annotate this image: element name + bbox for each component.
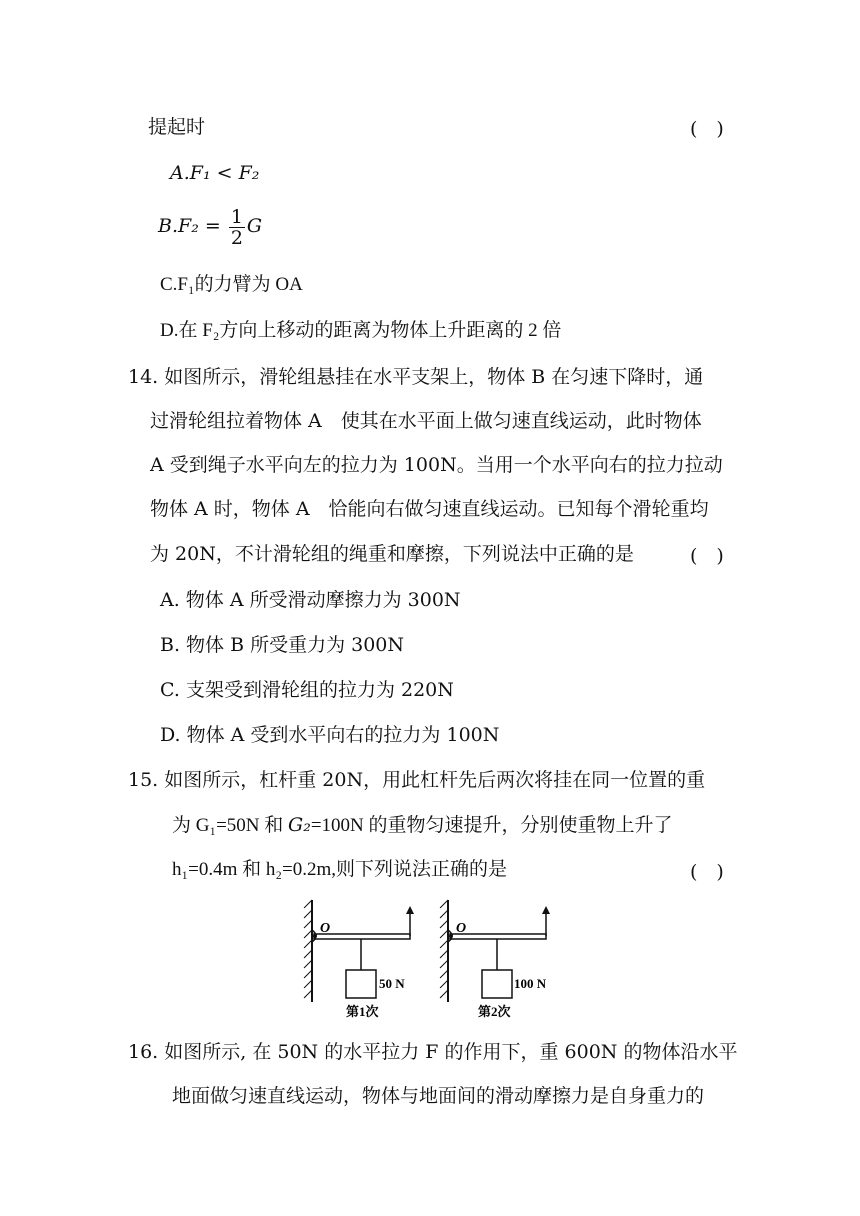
q13-option-a <box>170 160 259 186</box>
q16-line-1: 16. 如图所示, 在 50N 的水平拉力 F 的作用下，重 600N 的物体沿水平 <box>128 1041 738 1063</box>
fraction-denominator: 2 <box>230 226 243 249</box>
q13-option-b <box>158 206 262 248</box>
q14-option-c: C. 支架受到滑轮组的拉力为 220N <box>160 679 454 701</box>
pivot-label-2: O <box>456 921 467 936</box>
q15-line-3: h₁=0.4m 和 h₂=0.2m,则下列说法正确的是 <box>172 859 507 880</box>
q14-line-2: 过滑轮组拉着物体 A 使其在水平面上做匀速直线运动，此时物体 <box>150 410 702 432</box>
q13-option-a-label: A. <box>170 162 190 184</box>
q13-tail: 提起时 <box>148 116 206 138</box>
q15-line-2a: 为 G₁=50N 和 <box>172 815 284 836</box>
weight-label-1: 50 N <box>379 976 405 991</box>
q14-answer-paren: ( ) <box>690 545 724 567</box>
q16-line-2: 地面做匀速直线运动，物体与地面间的滑动摩擦力是自身重力的 <box>172 1085 705 1107</box>
q14-option-d: D. 物体 A 受到水平向右的拉力为 100N <box>160 724 500 746</box>
q13-option-b-label: B. <box>158 215 179 237</box>
q15-answer-paren: ( ) <box>690 861 724 883</box>
caption-2: 第2次 <box>478 1004 511 1019</box>
q14-option-a: A. 物体 A 所受滑动摩擦力为 300N <box>160 589 461 611</box>
q14-line-3: A 受到绳子水平向左的拉力为 100N。当用一个水平向右的拉力拉动 <box>150 454 723 476</box>
q14-line-4: 物体 A 时，物体 A 恰能向右做匀速直线运动。已知每个滑轮重均 <box>150 498 709 520</box>
q15-line-2c: =100N 的重物匀速提升，分别使重物上升了 <box>310 815 673 836</box>
q15-g2: G₂ <box>288 814 311 836</box>
q13-option-d: D.在 F₂方向上移动的距离为物体上升距离的 2 倍 <box>160 320 562 341</box>
q14-option-b: B. 物体 B 所受重力为 300N <box>160 634 405 656</box>
q13-option-c: C.F₁的力臂为 OA <box>160 274 303 295</box>
q15-lever-figure <box>300 898 560 1022</box>
pivot-label-1: O <box>320 921 331 936</box>
weight-label-2: 100 N <box>514 976 547 991</box>
q13-option-b-lhs: F₂ = <box>178 215 221 237</box>
q14-line-5: 为 20N，不计滑轮组的绳重和摩擦，下列说法中正确的是 <box>150 543 634 565</box>
caption-1: 第1次 <box>346 1004 379 1019</box>
q15-line-2 <box>172 812 673 839</box>
lever-diagram-1 <box>304 900 414 1019</box>
q13-option-a-math: F₁ < F₂ <box>189 162 260 184</box>
q13-answer-paren: ( ) <box>690 118 724 140</box>
q13-option-b-rhs: G <box>246 215 263 237</box>
lever-diagram-2 <box>440 900 550 1019</box>
fraction-numerator: 1 <box>230 205 243 228</box>
q14-line-1: 14. 如图所示，滑轮组悬挂在水平支架上，物体 B 在匀速下降时，通 <box>128 366 704 388</box>
q15-line-1: 15. 如图所示，杠杆重 20N，用此杠杆先后两次将挂在同一位置的重 <box>128 769 706 791</box>
q13-option-b-fraction <box>229 207 245 248</box>
